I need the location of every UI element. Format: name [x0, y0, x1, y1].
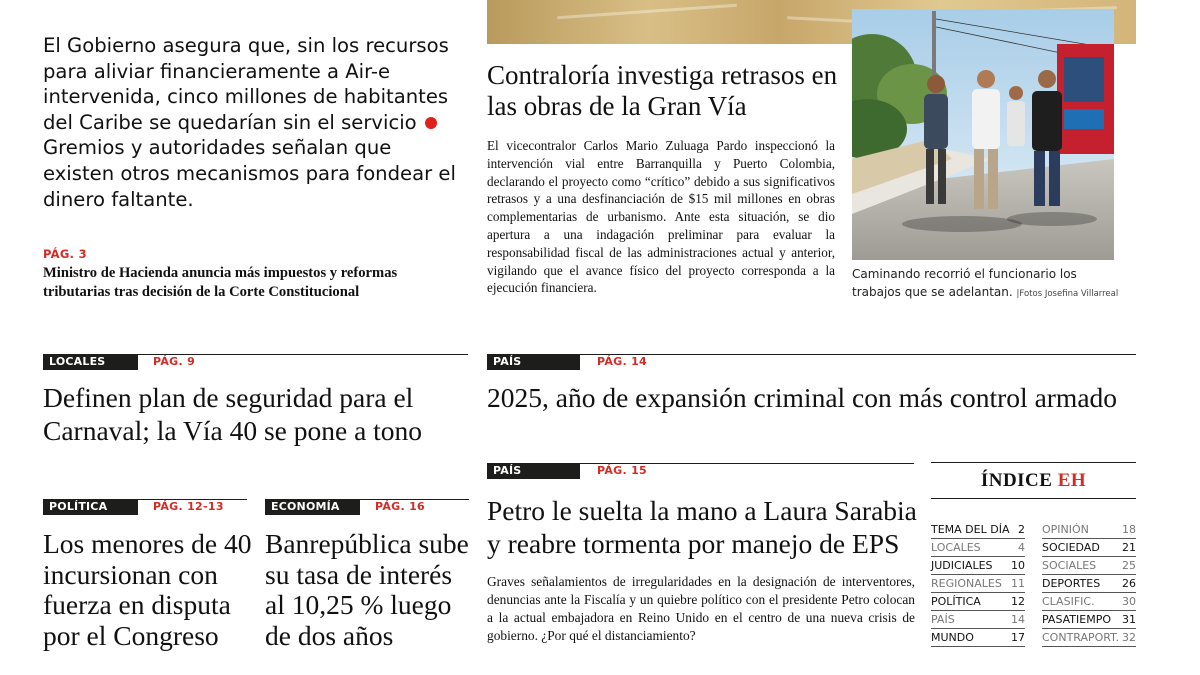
- index-title: [931, 462, 1136, 492]
- economia-section-bar: [265, 499, 469, 515]
- economia-headline[interactable]: Banrepública sube su tasa de interés al 10,25 % luego de dos años: [265, 528, 469, 651]
- hacienda-headline-link[interactable]: Ministro de Hacienda anuncia más impuestos y reformas tributarias tras decisión de la Corte Constitucional: [43, 265, 398, 300]
- index-row-right[interactable]: [1042, 557, 1136, 575]
- lead-text-b: Gremios y autoridades señalan que existen otros mecanismos para fondear el dinero faltante.: [43, 136, 456, 211]
- pais2-page-ref: PÁG. 15: [597, 464, 648, 477]
- pais2-body: Graves señalamientos de irregularidades en la designación de interventores, denuncias ante la Fiscalía y un quiebre político con el presidente Petro colocan a la actual embajadora en Reino Unido en el centro de una nueva crisis de gobierno. ¿Por qué el distanciamiento?: [487, 574, 915, 643]
- index-label: JUDICIALES: [931, 559, 993, 572]
- photo-caption: [852, 265, 1122, 303]
- politica-page-ref: PÁG. 12-13: [153, 500, 224, 513]
- index-row-right[interactable]: [1042, 593, 1136, 611]
- index-row-left[interactable]: [931, 521, 1025, 539]
- index-page-number: 17: [1011, 631, 1025, 644]
- index-label: CLASIFIC.: [1042, 595, 1095, 608]
- index-page-number: 31: [1122, 613, 1136, 626]
- economia-section-tag: ECONOMÍA: [265, 499, 360, 515]
- economia-page-ref: PÁG. 16: [375, 500, 426, 513]
- index-label: POLÍTICA: [931, 595, 981, 608]
- pais2-section-tag: PAÍS: [487, 463, 580, 479]
- politica-section-tag: POLÍTICA: [43, 499, 138, 515]
- pais1-rule: [487, 354, 1136, 355]
- index-row-right[interactable]: [1042, 575, 1136, 593]
- inspection-photo: [852, 9, 1114, 260]
- economia-rule: [265, 499, 469, 500]
- index-label: MUNDO: [931, 631, 974, 644]
- index-row-left[interactable]: [931, 557, 1025, 575]
- pais2-headline[interactable]: Petro le suelta la mano a Laura Sarabia y reabre tormenta por manejo de EPS: [487, 495, 917, 559]
- pais1-headline[interactable]: 2025, año de expansión criminal con más control armado: [487, 382, 1118, 413]
- hacienda-page-ref: PÁG. 3: [43, 247, 87, 261]
- inspection-photo-illustration: [852, 9, 1114, 260]
- pais2-section-bar: [487, 463, 914, 479]
- pais1-page-ref: PÁG. 14: [597, 355, 648, 368]
- index-row-right[interactable]: [1042, 521, 1136, 539]
- index-label: DEPORTES: [1042, 577, 1101, 590]
- index-page-number: 21: [1122, 541, 1136, 554]
- index-label: CONTRAPORT.: [1042, 631, 1120, 644]
- index-label: PASATIEMPO: [1042, 613, 1112, 626]
- index-page-number: 30: [1122, 595, 1136, 608]
- index-row-right[interactable]: [1042, 539, 1136, 557]
- contraloria-body: El vicecontralor Carlos Mario Zuluaga Pardo inspeccionó la intervención vial entre Barranquilla y Puerto Colombia, declarando el proyecto como “crítico” debido a sus significativos retrasos y a una desfinanciación de $15 mil millones en obras complementarias de urbanismo. Ante esta situación, se dio apertura a una indagación preliminar para evaluar la responsabilidad fiscal de las administraciones actual y anterior, vigilando que el avance físico del proyecto corresponda a la ejecución financiera.: [487, 138, 835, 296]
- index-page-number: 26: [1122, 577, 1136, 590]
- index-row-left[interactable]: [931, 611, 1025, 629]
- lead-text-a: El Gobierno asegura que, sin los recursos para aliviar financieramente a Air-e intervenida, cinco millones de habitantes del Caribe se quedarían sin el servicio: [43, 34, 449, 134]
- index-page-number: 14: [1011, 613, 1025, 626]
- index-row-right[interactable]: [1042, 611, 1136, 629]
- index-label: PAÍS: [931, 613, 955, 626]
- photo-caption-text: Caminando recorrió el funcionario los trabajos que se adelantan.: [852, 267, 1077, 299]
- index-label: SOCIEDAD: [1042, 541, 1100, 554]
- index-row-left[interactable]: [931, 593, 1025, 611]
- lead-summary: [43, 33, 463, 212]
- locales-page-ref: PÁG. 9: [153, 355, 196, 368]
- photo-credit: |Fotos Josefina Villarreal: [1016, 289, 1119, 299]
- pais1-section-bar: [487, 354, 1136, 370]
- index-title-rule: [931, 498, 1136, 499]
- index-page-number: 32: [1122, 631, 1136, 644]
- index-row-left[interactable]: [931, 629, 1025, 647]
- index-label: LOCALES: [931, 541, 981, 554]
- index-page-number: 12: [1011, 595, 1025, 608]
- index-row-left[interactable]: [931, 539, 1025, 557]
- index-page-number: 2: [1018, 523, 1025, 536]
- index-label: OPINIÓN: [1042, 523, 1089, 536]
- index-page-number: 18: [1122, 523, 1136, 536]
- politica-section-bar: [43, 499, 247, 515]
- index-left-column: [931, 521, 1025, 647]
- index-label: REGIONALES: [931, 577, 1002, 590]
- index-label: SOCIALES: [1042, 559, 1097, 572]
- locales-headline[interactable]: Definen plan de seguridad para el Carnaval; la Vía 40 se pone a tono: [43, 382, 423, 446]
- pais1-section-tag: PAÍS: [487, 354, 580, 370]
- index-row-right[interactable]: [1042, 629, 1136, 647]
- index-page-number: 4: [1018, 541, 1025, 554]
- politica-headline[interactable]: Los menores de 40 incursionan con fuerza en disputa por el Congreso: [43, 528, 252, 651]
- index-page-number: 11: [1011, 577, 1025, 590]
- index-label: TEMA DEL DÍA: [931, 523, 1010, 536]
- index-row-left[interactable]: [931, 575, 1025, 593]
- index-page-number: 10: [1011, 559, 1025, 572]
- locales-section-tag: LOCALES: [43, 354, 138, 370]
- index-right-column: [1042, 521, 1136, 647]
- index-page-number: 25: [1122, 559, 1136, 572]
- contraloria-headline[interactable]: Contraloría investiga retrasos en las obras de la Gran Vía: [487, 60, 838, 121]
- index-brand: EH: [1057, 470, 1087, 491]
- locales-rule: [43, 354, 468, 355]
- red-bullet-icon: [425, 117, 437, 129]
- pais2-rule: [487, 463, 914, 464]
- politica-rule: [43, 499, 247, 500]
- index-title-text: ÍNDICE: [980, 470, 1053, 491]
- locales-section-bar: [43, 354, 468, 370]
